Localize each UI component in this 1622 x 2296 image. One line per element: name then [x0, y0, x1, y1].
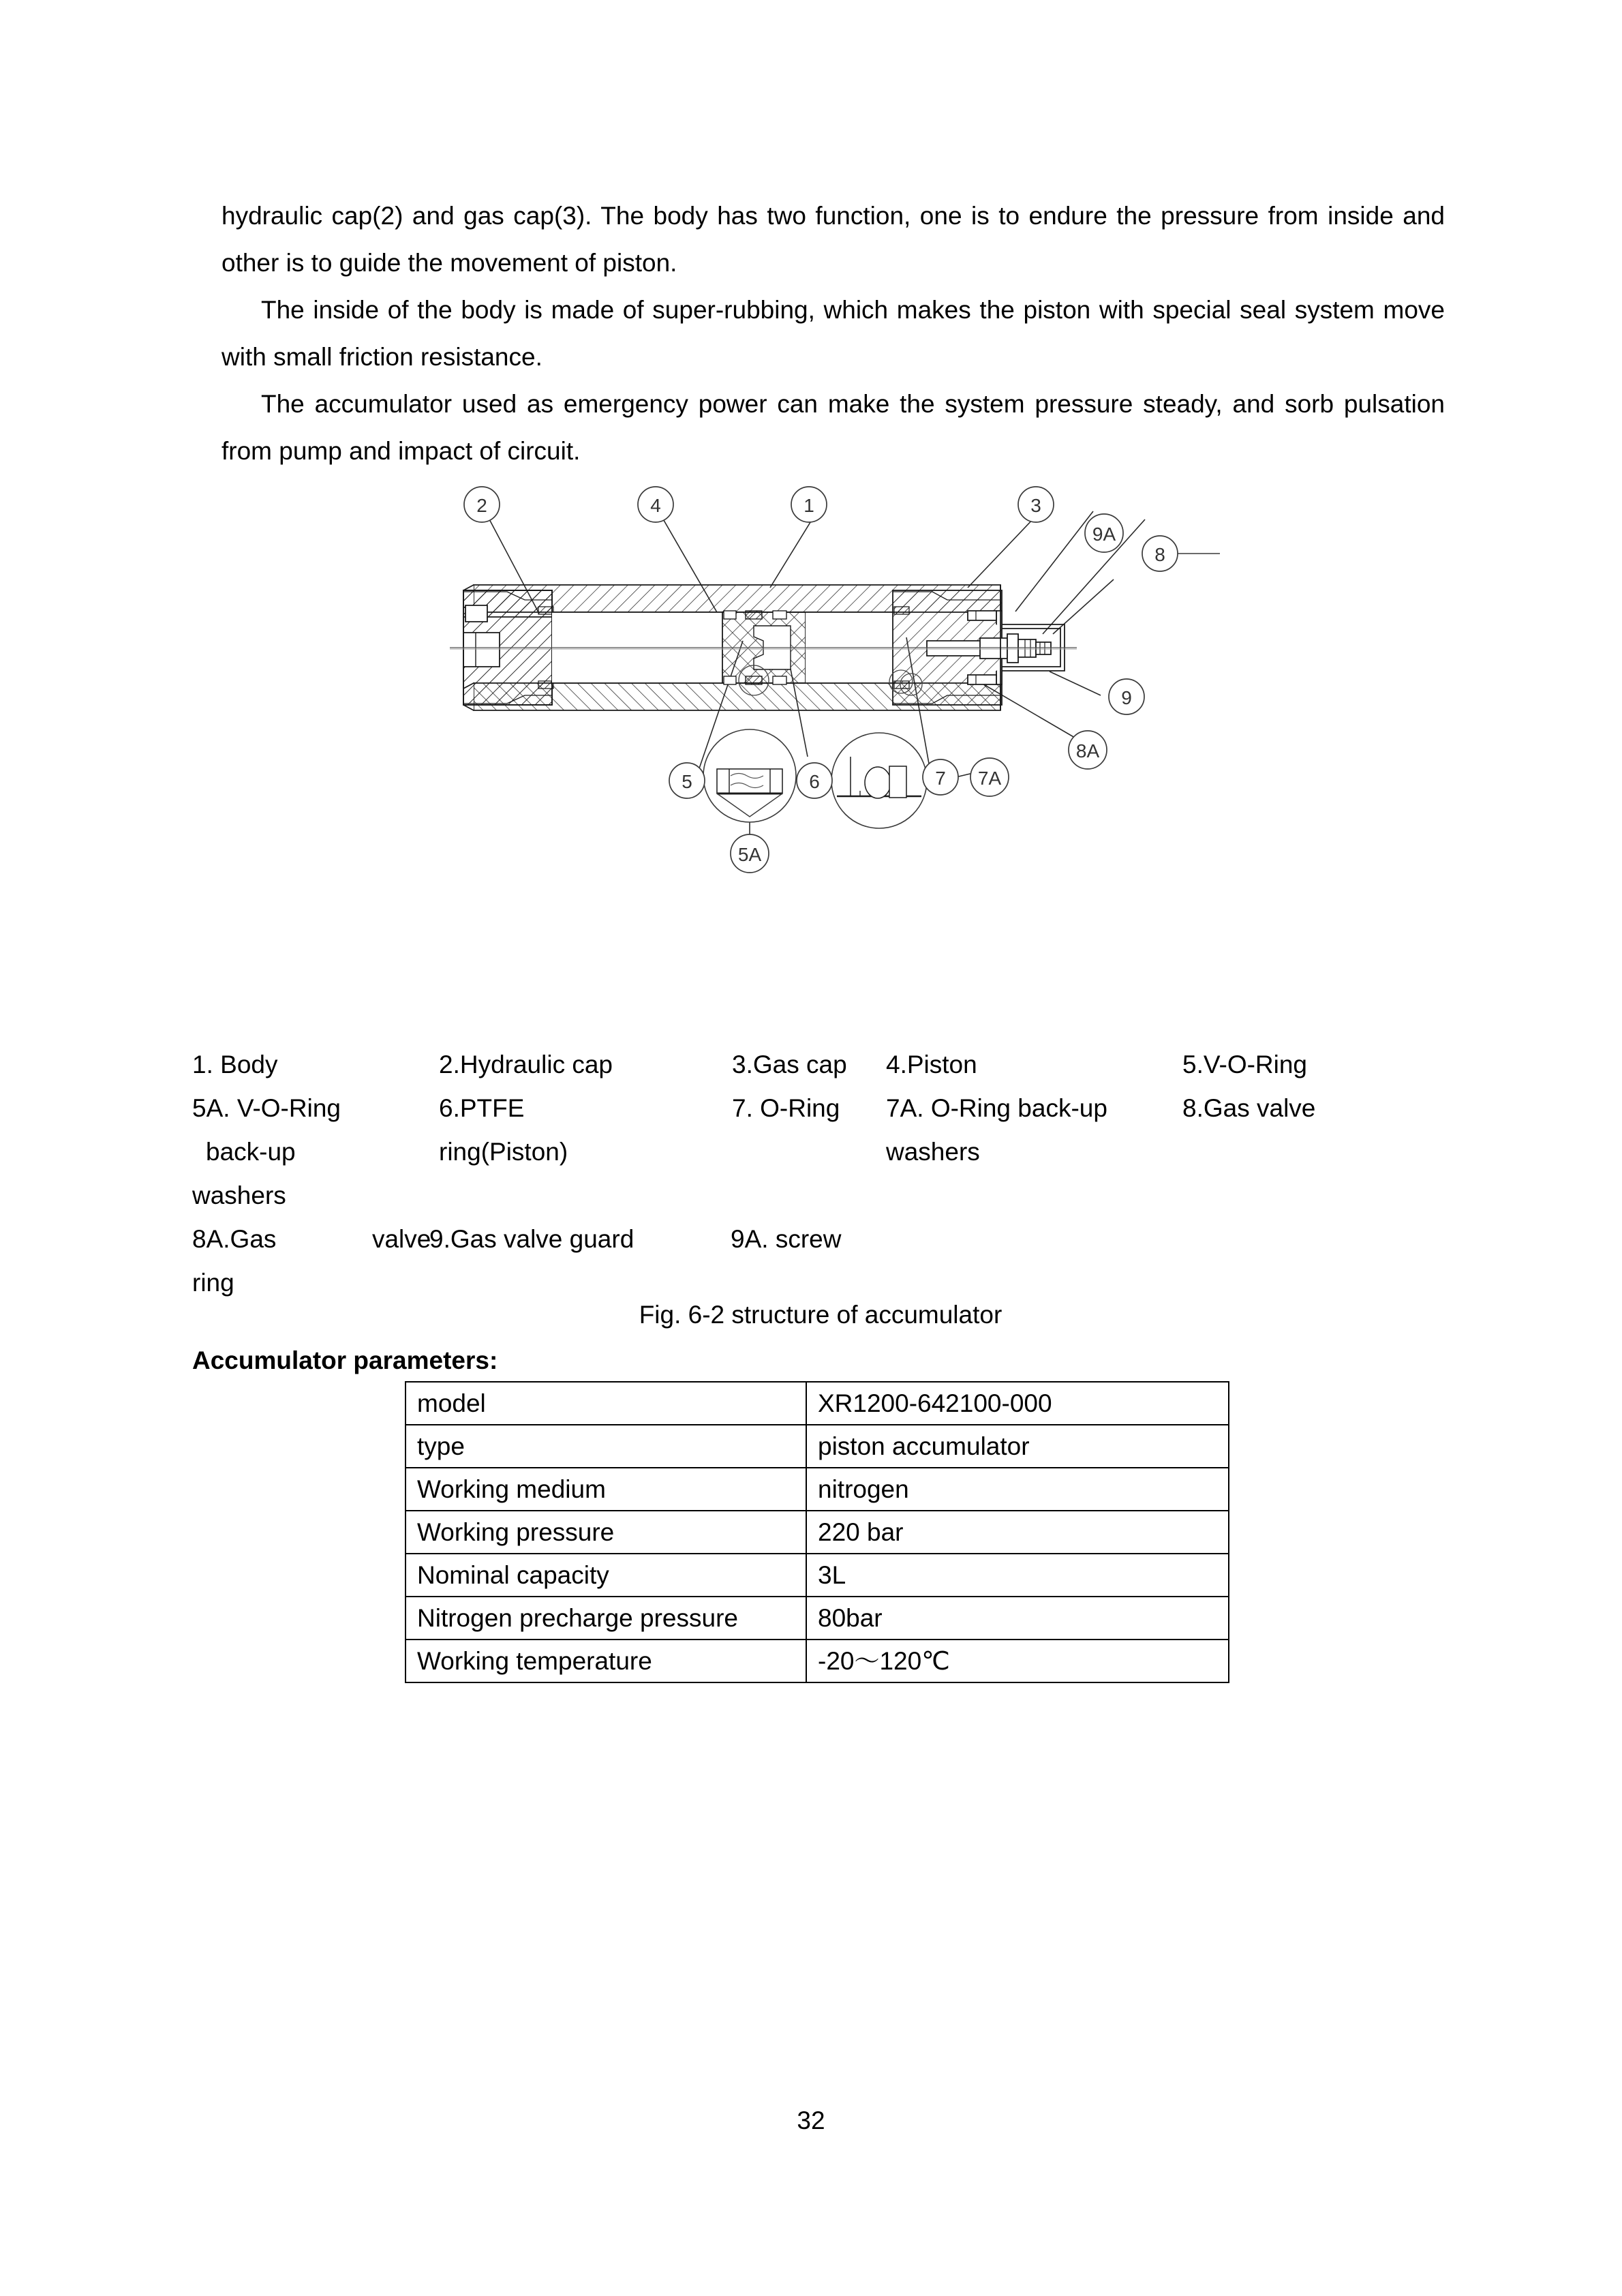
legend-item-8: 8.Gas valve: [1182, 1094, 1316, 1122]
page-number: 32: [797, 2106, 825, 2134]
legend-item-1: 1. Body: [192, 1051, 278, 1078]
balloon-1: 1: [804, 495, 814, 516]
param-value: 80bar: [806, 1597, 1229, 1640]
legend-row-3: [192, 1130, 1419, 1174]
param-key: Nominal capacity: [406, 1554, 806, 1597]
param-value: 220 bar: [806, 1511, 1229, 1554]
balloon-7: 7: [935, 768, 946, 789]
param-value: 3L: [806, 1554, 1229, 1597]
balloon-9: 9: [1121, 687, 1132, 708]
balloon-6: 6: [809, 771, 820, 792]
legend-item-6-cont: ring(Piston): [439, 1138, 568, 1166]
param-value: XR1200-642100-000: [806, 1382, 1229, 1425]
balloon-7A: 7A: [977, 768, 1002, 789]
param-key: type: [406, 1425, 806, 1468]
balloon-8: 8: [1154, 544, 1165, 565]
legend-item-4: 4.Piston: [886, 1051, 977, 1078]
legend-row-4: [192, 1174, 1419, 1218]
table-row: [406, 1597, 1229, 1640]
table-row: [406, 1382, 1229, 1425]
legend-item-9a: 9A. screw: [731, 1225, 842, 1253]
paragraph-3: The accumulator used as emergency power can make the system pressure steady, and sorb pulsation from pump and impact of circuit.: [221, 390, 1445, 465]
table-row: [406, 1640, 1229, 1682]
legend-item-5a-cont: back-up: [206, 1138, 296, 1166]
legend-item-8a-part1: 8A.Gas: [192, 1225, 277, 1253]
legend-item-6: 6.PTFE: [439, 1094, 525, 1122]
param-value: piston accumulator: [806, 1425, 1229, 1468]
param-key: model: [406, 1382, 806, 1425]
table-row: [406, 1554, 1229, 1597]
balloon-5: 5: [682, 771, 692, 792]
legend-item-8a-cont: ring: [192, 1269, 234, 1297]
legend-row-2: [192, 1087, 1419, 1130]
table-row: [406, 1425, 1229, 1468]
legend-item-5a-cont2: washers: [192, 1181, 286, 1209]
balloon-2: 2: [476, 495, 487, 516]
param-value: -20～120℃: [806, 1640, 1229, 1682]
balloon-5A: 5A: [737, 844, 762, 865]
accumulator-cross-section-figure: [0, 470, 1622, 1029]
legend-row-5: [192, 1218, 1419, 1261]
accumulator-parameters-heading: Accumulator parameters:: [192, 1346, 498, 1374]
param-key: Working pressure: [406, 1511, 806, 1554]
legend-item-9: 9.Gas valve guard: [429, 1225, 634, 1253]
parts-legend: [192, 1043, 1419, 1305]
balloon-8A: 8A: [1075, 740, 1100, 761]
paragraph-1: hydraulic cap(2) and gas cap(3). The body has two function, one is to endure the pressure from inside and other is to guide the movement of piston.: [221, 202, 1445, 277]
legend-item-7a-cont: washers: [886, 1138, 980, 1166]
legend-item-8a-part2: valve: [371, 1225, 431, 1253]
legend-item-5: 5.V-O-Ring: [1182, 1051, 1308, 1078]
legend-item-3: 3.Gas cap: [732, 1051, 847, 1078]
param-key: Nitrogen precharge pressure: [406, 1597, 806, 1640]
body-text: [221, 192, 1445, 474]
table-row: [406, 1468, 1229, 1511]
legend-item-2: 2.Hydraulic cap: [439, 1051, 613, 1078]
balloon-9A: 9A: [1092, 524, 1116, 545]
balloon-3: 3: [1030, 495, 1041, 516]
legend-row-1: [192, 1043, 1419, 1087]
balloon-4: 4: [650, 495, 661, 516]
legend-item-5a: 5A. V-O-Ring: [192, 1094, 341, 1122]
figure-caption: [0, 1301, 1622, 1329]
accumulator-parameters-table: [405, 1381, 1229, 1683]
legend-row-6: [192, 1261, 1419, 1305]
param-value: nitrogen: [806, 1468, 1229, 1511]
legend-item-7: 7. O-Ring: [732, 1094, 840, 1122]
legend-item-7a: 7A. O-Ring back-up: [886, 1094, 1107, 1122]
figure-caption-text: Fig. 6-2 structure of accumulator: [639, 1301, 1003, 1329]
param-key: Working temperature: [406, 1640, 806, 1682]
table-row: [406, 1511, 1229, 1554]
paragraph-2: The inside of the body is made of super-rubbing, which makes the piston with special seal system move with small friction resistance.: [221, 296, 1445, 371]
param-key: Working medium: [406, 1468, 806, 1511]
legend-item-8a: [192, 1218, 431, 1261]
